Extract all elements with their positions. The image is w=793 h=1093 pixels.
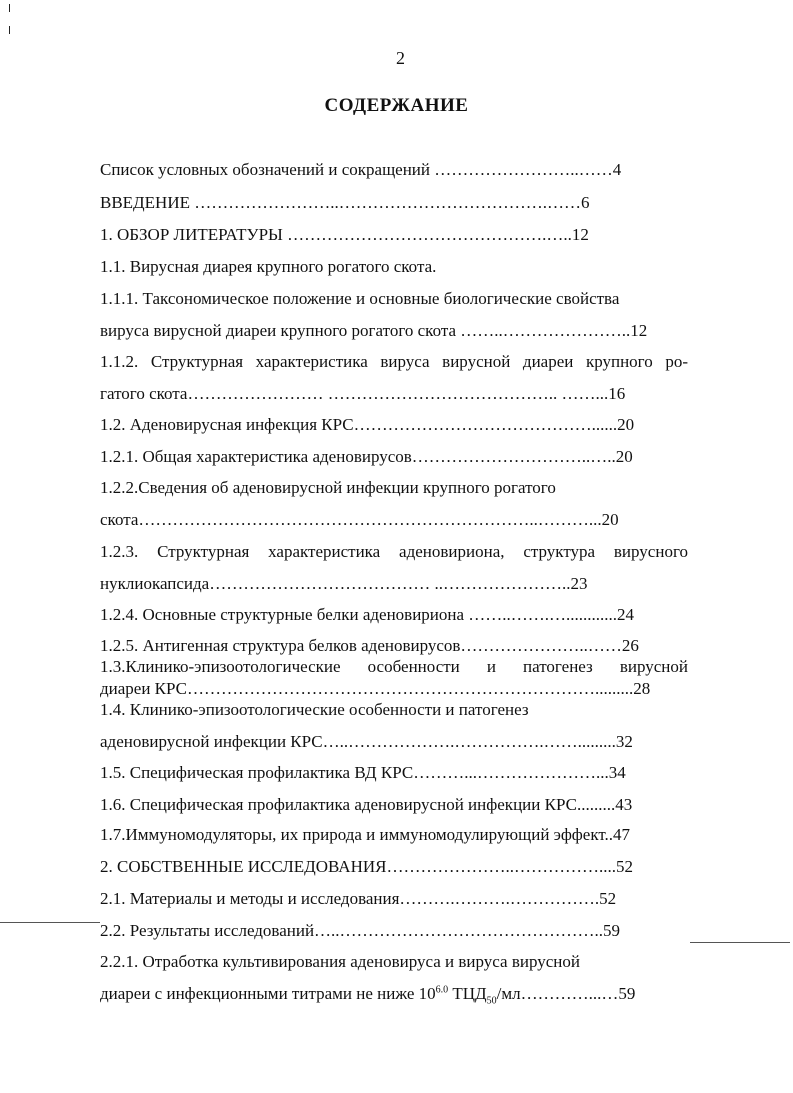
toc-line-25: 2.2. Результаты исследований…..………………………………………..59 xyxy=(100,921,621,940)
toc-line-22: 1.7.Иммуномодуляторы, их природа и иммуномодулирующий эффект..47 xyxy=(100,825,631,844)
toc-line-23: 2. СОБСТВЕННЫЕ ИССЛЕДОВАНИЯ…………………..……………....52 xyxy=(100,857,633,876)
toc-line-7: гатого скота…………………… ………………………………….. ……...16 xyxy=(100,384,626,403)
toc-line-21: 1.6. Специфическая профилактика аденовирусной инфекции КРС.........43 xyxy=(100,795,633,814)
page-number: 2 xyxy=(396,48,405,68)
toc-line-16: 1.3.Клинико-эпизоотологические особенности и патогенез вирусной xyxy=(100,657,688,676)
toc-line-13: нуклиокапсида………………………………… ..…………………..23 xyxy=(100,574,588,593)
titer-subscript: 50 xyxy=(486,995,497,1007)
toc-line-15: 1.2.5. Антигенная структура белков аденовирусов…………………..……26 xyxy=(100,636,639,655)
toc-line-17: диареи КРС……………………………………………………………….........28 xyxy=(100,679,651,698)
toc-line-0: Список условных обозначений и сокращений ……………………..……4 xyxy=(100,160,622,179)
toc-line-14: 1.2.4. Основные структурные белки аденовириона ……..…….…............24 xyxy=(100,605,635,624)
toc-line-12: 1.2.3. Структурная характеристика аденовириона, структура вирусного xyxy=(100,542,688,561)
scan-speck xyxy=(9,4,10,12)
toc-line-27 xyxy=(100,984,688,1007)
toc-line-26: 2.2.1. Отработка культивирования аденовируса и вируса вирусной xyxy=(100,952,580,971)
page-title: СОДЕРЖАНИЕ xyxy=(324,95,469,116)
toc-line-27-text: диареи с инфекционными титрами не ниже 10 xyxy=(100,984,436,1003)
toc-line-10: 1.2.2.Сведения об аденовирусной инфекции крупного рогатого xyxy=(100,478,556,497)
toc-line-8: 1.2. Аденовирусная инфекция КРС……………………………………......20 xyxy=(100,415,635,434)
toc-line-9: 1.2.1. Общая характеристика аденовирусов…………………………..…..20 xyxy=(100,447,633,466)
titer-exponent: 6.0 xyxy=(435,984,449,996)
toc-line-20: 1.5. Специфическая профилактика ВД КРС………...…………………...34 xyxy=(100,763,626,782)
scan-dash-line xyxy=(0,922,100,923)
toc-line-1: ВВЕДЕНИЕ ……………………..……………………………….……6 xyxy=(100,193,590,212)
scan-dash-line xyxy=(690,942,790,943)
toc-line-3: 1.1. Вирусная диарея крупного рогатого скота. xyxy=(100,257,437,276)
toc-line-5: вируса вирусной диареи крупного рогатого скота ……..…………………..12 xyxy=(100,321,648,340)
toc-line-4: 1.1.1. Таксономическое положение и основные биологические свойства xyxy=(100,289,620,308)
toc-line-24: 2.1. Материалы и методы и исследования……….……….…………….52 xyxy=(100,889,617,908)
toc-line-2: 1. ОБЗОР ЛИТЕРАТУРЫ ……………………………………….…..12 xyxy=(100,225,589,244)
toc-line-18: 1.4. Клинико-эпизоотологические особенности и патогенез xyxy=(100,700,529,719)
scan-speck xyxy=(9,26,10,34)
toc-line-27-tail: /мл…………...…59 xyxy=(496,984,636,1003)
toc-line-6: 1.1.2. Структурная характеристика вируса вирусной диареи крупного ро- xyxy=(100,352,688,371)
toc-line-27-unit: ТЦД xyxy=(448,984,487,1003)
toc-line-19: аденовирусной инфекции КРС…..……………….…………….…….........32 xyxy=(100,732,633,751)
toc-line-11: скота……………………………………………………………..………...20 xyxy=(100,510,619,529)
